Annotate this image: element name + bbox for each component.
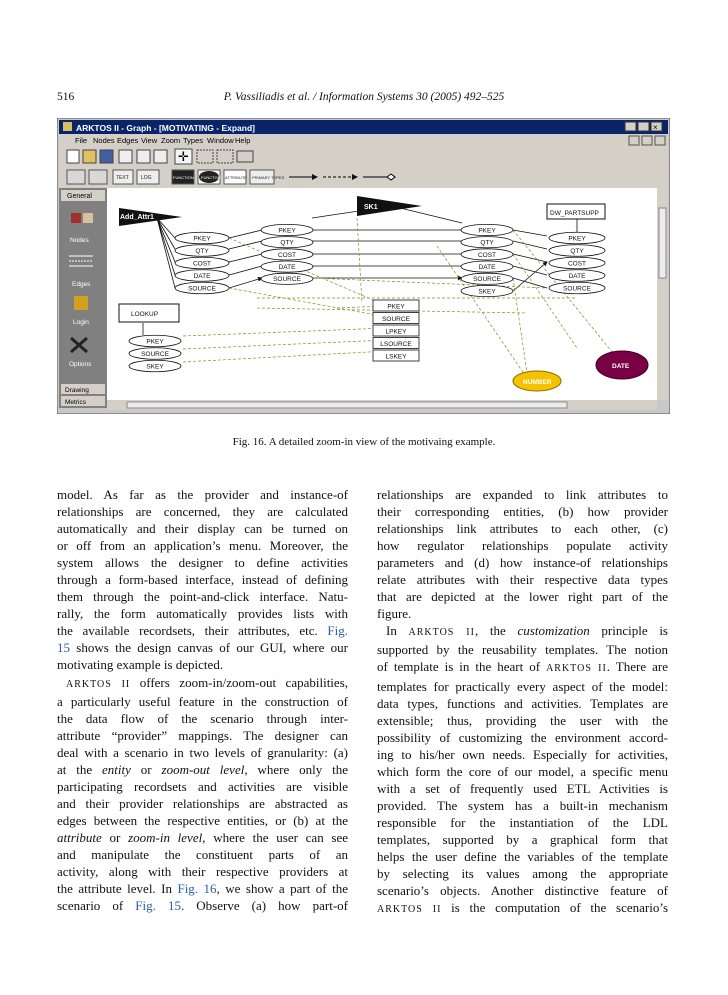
svg-text:LOOKUP: LOOKUP [131,311,159,318]
attribute-label: SOURCE [188,285,216,293]
text-line: with a set of frequently used ETL Activities is [377,780,668,796]
text-line: and manipulate the constituent parts of an [57,846,348,862]
svg-text:×: × [653,123,658,132]
text-line: helps the user define the variables of the template [377,848,668,864]
tool-text: TEXT [116,175,129,181]
menu-nodes: Nodes [93,136,115,145]
tool-functor: FUNCTOR [201,175,221,180]
text-line: scenario of Fig. 15. Observe (a) how part-of [57,898,349,914]
svg-text:DATE: DATE [612,363,630,370]
text-line: provided. The system has a built-in mechanism [377,797,668,813]
text-line: them through the point-and-click interface. Natu- [57,589,348,605]
svg-text:NUMBER: NUMBER [523,379,552,386]
text-line: system allows the designer to define activities [57,555,348,571]
text-line: scenario’s objects. Another distinctive feature of [377,883,668,899]
figure-16-screenshot [57,118,670,414]
text-line: relationships are concerned, they are calculated [57,504,348,520]
attribute-label: QTY [480,239,494,247]
svg-text:Nodes: Nodes [70,237,89,244]
menu-bar[interactable] [75,136,250,145]
window-controls[interactable] [625,122,662,132]
attribute-label: PKEY [478,227,496,235]
attribute-label: QTY [570,247,584,255]
arktos-window [57,118,670,414]
attribute-label: SOURCE [473,276,501,284]
text-line: model. As far as the provider and instance-of [57,487,348,502]
text-line: activity, along with their respective providers at [57,864,348,880]
text-line: deal with a scenario in two levels of granularity: (a) [57,744,348,760]
palette-metrics-tab[interactable]: Metrics [65,399,86,406]
text-line: their corresponding entities, (b) how provider [377,504,668,520]
dw-partsupp-attributes [549,232,605,294]
svg-text:✛: ✛ [178,149,189,164]
text-line: participating recordsets and activities are visible [57,778,348,794]
palette-header: General [67,193,92,200]
attribute-label: COST [277,251,297,259]
text-line: motivating example is depicted. [57,657,224,673]
text-line: through a form-based interface, instead of defining [57,572,348,588]
attribute-label: SKEY [146,363,164,371]
text-line: ing to his/her own needs. Especially for activities, [377,746,668,762]
text-line: attribute “provider” mappings. The designer can [57,727,348,743]
parameter-label: LPKEY [385,328,407,336]
text-line: by selecting its values among the appropriate [377,866,668,882]
left-column [57,486,348,914]
text-line: data types, functions and activities. Templates are [377,695,668,711]
text-line: relationships link attributes to each other, (c) [377,521,668,537]
attribute-label: QTY [280,239,294,247]
attribute-label: COST [192,260,212,268]
text-line: the attribute level. In Fig. 16, we show a part of the [57,881,348,897]
type-number[interactable] [513,371,561,391]
parameter-label: PKEY [387,303,405,311]
text-line: of template is in the heart of ARKTOS II. There are [377,659,668,675]
text-line: ARKTOS II offers zoom-in/zoom-out capabilities, [66,674,348,690]
attribute-label: PKEY [568,235,586,243]
text-line: extensible; thus, providing the user with the [377,712,668,728]
text-line: 15 shows the design canvas of our GUI, where our [57,640,348,656]
text-line: In ARKTOS II, the customization principle is [386,623,668,639]
attribute-label: COST [477,251,497,259]
text-line: rally, the form automatically provides lists with [57,606,348,622]
menu-window: Window [207,136,234,145]
page-number: 516 [57,91,75,103]
text-line: figure. [377,606,412,622]
parameter-label: SOURCE [382,315,410,323]
parameter-label: LSKEY [385,353,407,361]
text-line: responsible for the instantiation of the LDL [377,814,668,830]
text-line: edges between the respective entities, or (b) at the [57,812,348,828]
menu-view: View [141,136,158,145]
svg-text:SK1: SK1 [364,204,378,211]
mdi-controls[interactable] [629,136,665,145]
attribute-label: COST [567,260,587,268]
right-column [377,486,668,918]
tool-primary-types: PRIMARY TYPES [252,175,285,180]
tool-attribute: ATTRIBUTE [225,175,247,180]
text-line: parameters and (d) how instance-of relationships [377,555,668,571]
svg-text:Login: Login [73,319,89,326]
palette-drawing-tab[interactable]: Drawing [65,387,89,394]
attribute-label: SOURCE [273,276,301,284]
text-line: and their provider relationships are abstracted as [57,795,348,811]
text-line: attribute or zoom-in level, where the user can see [57,829,349,845]
menu-types: Types [183,136,204,145]
menu-edges: Edges [117,136,139,145]
parameter-label: LSOURCE [380,340,412,348]
node-dw-partsupp[interactable] [547,204,605,219]
text-line: the available recordsets, their attributes, etc. Fig. [57,623,348,639]
text-line: templates for practically every aspect of the model: [377,678,668,694]
running-header-citation: P. Vassiliadis et al. / Information Systems 30 (2005) 492–525 [223,91,505,103]
svg-text:Add_Attr1: Add_Attr1 [120,214,154,221]
attribute-label: DATE [568,272,586,280]
text-line: how regulator relationships populate activity [377,538,668,554]
node-lookup[interactable] [119,304,179,322]
text-line: ARKTOS II is the computation of the scenario’s [377,900,668,916]
text-line: a particularly useful feature in the construction of [57,693,348,709]
attribute-label: DATE [278,264,296,271]
add-attr1-input-attributes [175,232,229,294]
text-line: that are depicted at the lower right part of the [377,589,668,605]
window-title: ARKTOS II - Graph - [MOTIVATING - Expand] [76,123,255,133]
text-line: or off from an application’s menu. Moreover, the [57,538,348,554]
attribute-label: DATE [193,272,211,280]
attribute-label: PKEY [278,227,296,235]
menu-help: Help [235,136,251,145]
figure-caption: Fig. 16. A detailed zoom-in view of the motivaing example. [232,436,496,448]
attribute-label: PKEY [193,235,211,243]
attribute-label: DATE [478,264,496,271]
add-attr1-output-attributes [261,224,313,284]
text-line: the data flow of the scenario through inter- [57,710,348,726]
svg-text:DW_PARTSUPP: DW_PARTSUPP [550,210,599,217]
menu-zoom: Zoom [161,136,181,145]
menu-file: File [75,136,88,145]
svg-text:Edges: Edges [72,281,91,288]
text-line: relate attributes with their respective data types [377,572,668,588]
tool-function: FUNCTION [173,175,194,180]
attribute-label: PKEY [146,338,164,346]
text-line: automatically and their display can be turned on [57,521,348,537]
attribute-label: SOURCE [141,350,169,358]
attribute-label: QTY [195,247,209,255]
lookup-attributes [129,335,181,372]
text-line: supported by the reusability templates. The notion [377,642,668,658]
text-line: which form the core of our model, a specific menu [377,763,668,779]
svg-text:Options: Options [69,361,92,368]
type-date[interactable] [596,351,648,379]
attribute-label: SOURCE [563,285,591,293]
attribute-label: SKEY [478,288,496,296]
text-line: relationships are expanded to link attributes to [377,487,668,502]
sk1-parameters [373,300,419,361]
text-line: templates, supported by a graphical form that [377,831,668,847]
text-line: at the entity or zoom-out level, where only the [57,761,348,777]
text-line: possibility of customizing the environment accord- [377,729,668,745]
tool-log: LOG [141,175,152,181]
